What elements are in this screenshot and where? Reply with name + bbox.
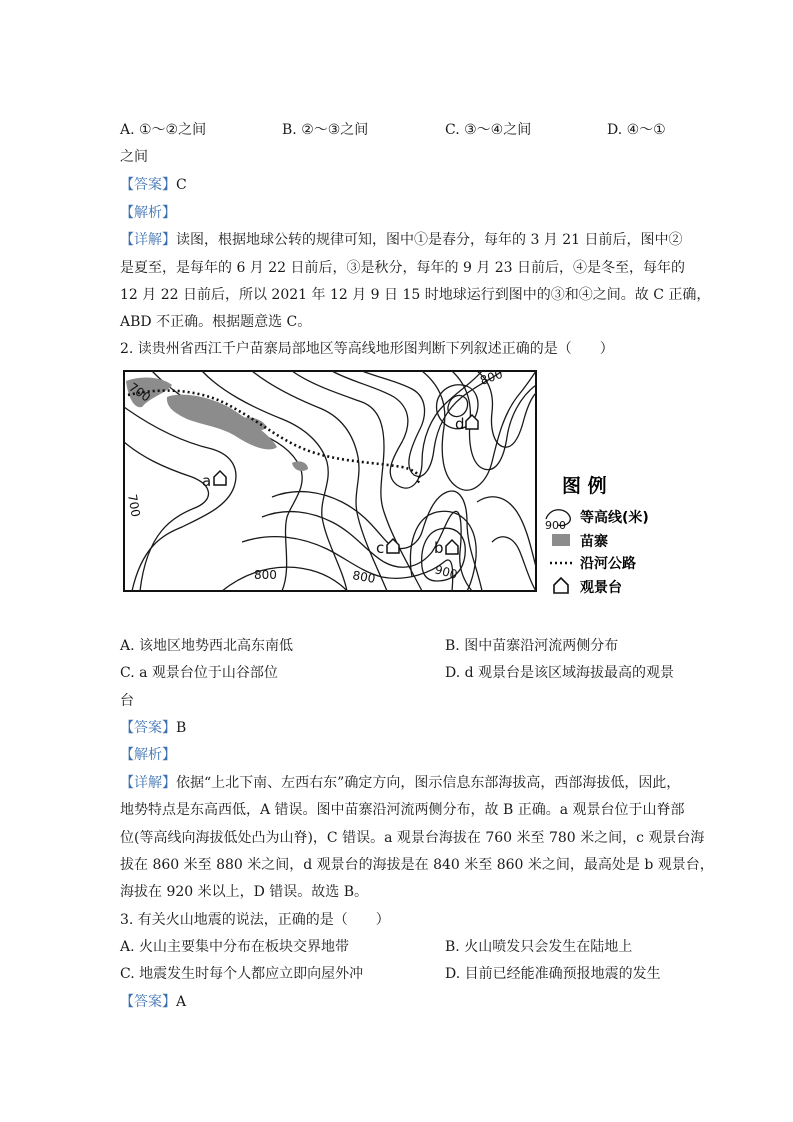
q1-answer	[120, 175, 187, 195]
point-label-c: c	[376, 539, 385, 557]
viewpoint-icon	[387, 539, 399, 553]
village-patch	[292, 461, 308, 471]
point-label-b: b	[434, 539, 444, 557]
q1-option-a: A. ①～②之间	[120, 122, 207, 138]
q1-analysis-tag: 【解析】	[120, 205, 176, 221]
q1-detail-line-1	[120, 230, 683, 250]
q2-option-b: B. 图中苗寨沿河流两侧分布	[445, 638, 619, 654]
viewpoint-icon	[466, 415, 478, 429]
q2-detail-line-1	[120, 773, 680, 793]
q2-detail-line-2: 地势特点是东高西低，A 错误。图中苗寨沿河流两侧分布，故 B 正确。a 观景台位于山脊部	[120, 802, 685, 818]
legend-title: 图 例	[562, 475, 607, 497]
contour-label: 800	[254, 568, 277, 582]
contour-label: 800	[478, 367, 505, 388]
q3-option-c: C. 地震发生时每个人都应立即向屋外冲	[120, 966, 364, 982]
answer-tag: 【答案】	[120, 177, 176, 193]
q2-detail-line-4: 拔在 860 米至 880 米之间，d 观景台的海拔是在 840 米至 860 米之间，最高处是 b 观景台，	[120, 857, 714, 873]
legend-viewpoint-label: 观景台	[580, 580, 622, 596]
q3-option-a: A. 火山主要集中分布在板块交界地带	[120, 939, 350, 955]
answer-tag: 【答案】	[120, 994, 176, 1010]
q3-answer	[120, 992, 186, 1012]
detail-tag: 【详解】	[120, 232, 176, 248]
detail-text: 读图，根据地球公转的规律可知，图中①是春分，每年的 3 月 21 日前后，图中②	[176, 232, 683, 248]
answer-tag: 【答案】	[120, 720, 176, 736]
q3-option-d: D. 目前已经能准确预报地震的发生	[445, 966, 661, 982]
q2-option-d: D. d 观景台是该区域海拔最高的观景	[445, 665, 675, 681]
legend-viewpoint-icon	[554, 578, 568, 593]
contour-label: 800	[351, 568, 377, 586]
q1-option-c: C. ③～④之间	[445, 122, 532, 138]
legend-contour-label: 等高线(米)	[580, 510, 649, 526]
point-label-d: d	[455, 415, 465, 433]
contour-label: 700	[125, 493, 143, 519]
q2-option-a: A. 该地区地势西北高东南低	[120, 638, 294, 654]
legend-contour-value: 900	[545, 519, 566, 532]
q1-option-d-wrap: 之间	[120, 149, 148, 165]
q1-option-b: B. ②～③之间	[282, 122, 369, 138]
q1-detail-line-4: ABD 不正确。根据题意选 C。	[120, 314, 312, 330]
q2-answer	[120, 718, 186, 738]
q1-option-d: D. ④～①	[607, 122, 666, 138]
answer-value: B	[176, 720, 187, 736]
viewpoint-icon	[214, 471, 226, 485]
q1-detail-line-2: 是夏至，是每年的 6 月 22 日前后，③是秋分，每年的 9 月 23 日前后，④是冬至，每年的	[120, 260, 686, 276]
viewpoint-icon	[446, 540, 458, 554]
q2-detail-line-5: 海拔在 920 米以上，D 错误。故选 B。	[120, 884, 369, 900]
contour-label: 700	[126, 379, 154, 405]
legend-village-swatch	[552, 534, 570, 546]
contour-map	[122, 367, 662, 602]
q3-stem: 3. 有关火山地震的说法，正确的是（ ）	[120, 912, 390, 928]
q2-option-d-wrap: 台	[120, 693, 134, 709]
q2-stem: 2. 读贵州省西江千户苗寨局部地区等高线地形图判断下列叙述正确的是（ ）	[120, 341, 614, 357]
q2-option-c: C. a 观景台位于山谷部位	[120, 665, 278, 681]
detail-tag: 【详解】	[120, 775, 176, 791]
answer-value: A	[176, 994, 187, 1010]
q2-detail-line-3: 位(等高线向海拔低处凸为山脊)，C 错误。a 观景台海拔在 760 米至 780 米之间，c 观景台海	[120, 830, 705, 846]
map-legend	[545, 474, 649, 596]
legend-village-label: 苗寨	[580, 534, 608, 550]
q3-option-b: B. 火山喷发只会发生在陆地上	[445, 939, 633, 955]
legend-road-label: 沿河公路	[580, 556, 636, 572]
point-label-a: a	[202, 472, 212, 490]
answer-value: C	[176, 177, 187, 193]
contour-label: 900	[433, 562, 459, 582]
q2-analysis-tag: 【解析】	[120, 747, 176, 763]
q1-detail-line-3: 12 月 22 日前后，所以 2021 年 12 月 9 日 15 时地球运行到图中的③和④之间。故 C 正确，	[120, 287, 711, 303]
detail-text: 依据“上北下南、左西右东”确定方向，图示信息东部海拔高，西部海拔低，因此，	[176, 775, 681, 791]
